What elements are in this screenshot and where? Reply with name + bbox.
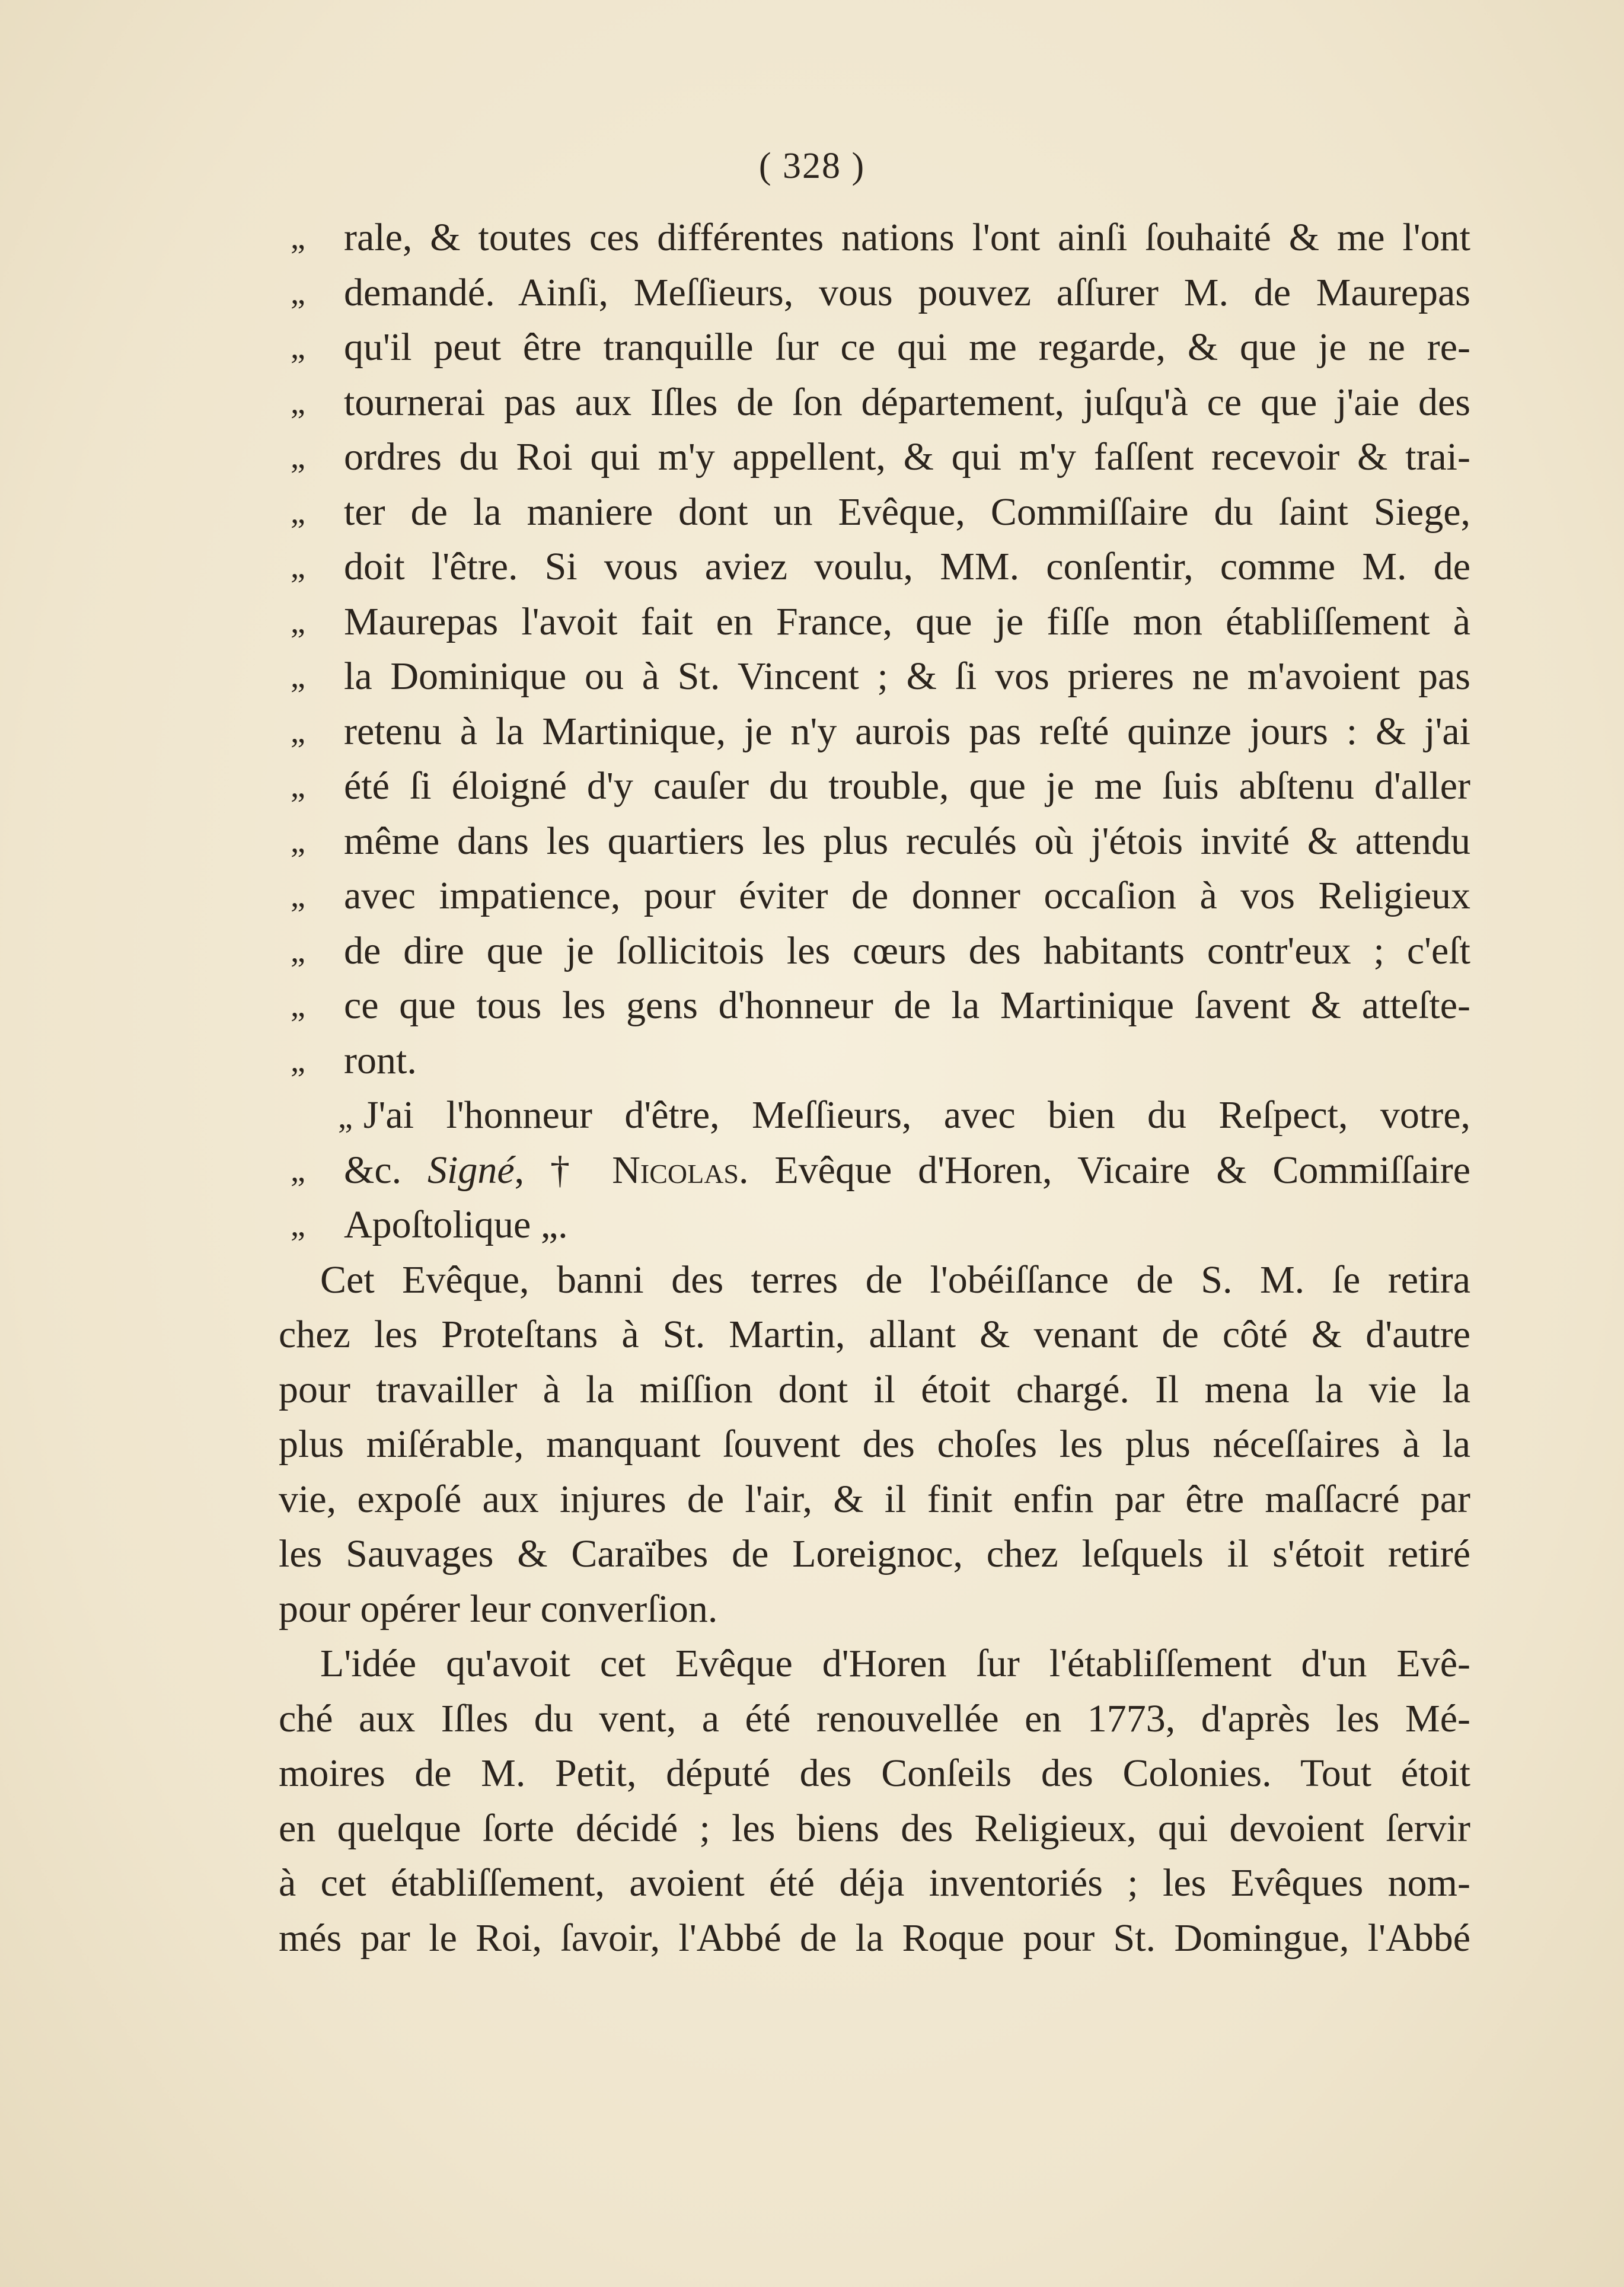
quote-mark: „ bbox=[291, 1207, 305, 1243]
text-line bbox=[279, 1637, 1470, 1692]
line-text: demandé. Ainſi, Meſſieurs, vous pouvez aſſurer M. de Maurepas bbox=[344, 270, 1470, 314]
line-text: , † bbox=[514, 1148, 612, 1192]
line-text: pour opérer leur converſion. bbox=[279, 1587, 718, 1631]
line-text: de dire que je ſollicitois les cœurs des habitants contr'eux ; c'eſt bbox=[344, 929, 1470, 972]
text-line bbox=[279, 1856, 1470, 1911]
text-line bbox=[279, 924, 1470, 979]
text-line bbox=[279, 1363, 1470, 1418]
line-text: vie, expoſé aux injures de l'air, & il finit enfin par être maſſacré par bbox=[279, 1477, 1470, 1521]
quote-mark: „ bbox=[291, 1042, 305, 1079]
line-text: moires de M. Petit, député des Conſeils des Colonies. Tout étoit bbox=[279, 1752, 1470, 1795]
text-line bbox=[279, 595, 1470, 650]
text-line bbox=[279, 266, 1470, 321]
text-line bbox=[279, 540, 1470, 595]
quote-mark: „ bbox=[291, 274, 305, 311]
line-text: en quelque ſorte décidé ; les biens des Religieux, qui devoient ſervir bbox=[279, 1806, 1470, 1850]
line-text: &c. bbox=[344, 1148, 427, 1192]
text-line bbox=[279, 1198, 1470, 1253]
text-line bbox=[279, 1472, 1470, 1527]
quote-mark: „ bbox=[291, 878, 305, 914]
line-text: rale, & toutes ces différentes nations l'ont ainſi ſouhaité & me l'ont bbox=[344, 216, 1470, 259]
quote-mark: „ bbox=[291, 329, 305, 366]
text-line bbox=[279, 1801, 1470, 1857]
line-text: Nicolas bbox=[612, 1148, 739, 1192]
line-text: L'idée qu'avoit cet Evêque d'Horen ſur l'établiſſement d'un Evê- bbox=[320, 1642, 1470, 1685]
line-text: Maurepas l'avoit fait en France, que je fiſſe mon établiſſement à bbox=[344, 599, 1470, 643]
text-line bbox=[279, 1034, 1470, 1089]
text-line bbox=[279, 1253, 1470, 1308]
line-text: pour travailler à la miſſion dont il étoit chargé. Il mena la vie la bbox=[279, 1367, 1470, 1411]
text-line bbox=[279, 1746, 1470, 1801]
line-text: tournerai pas aux Iſles de ſon département, juſqu'à ce que j'aie des bbox=[344, 380, 1470, 424]
line-text: més par le Roi, ſavoir, l'Abbé de la Roque pour St. Domingue, l'Abbé bbox=[279, 1916, 1470, 1960]
quote-mark: „ bbox=[338, 1099, 353, 1135]
text-line bbox=[279, 210, 1470, 266]
line-text: chez les Proteſtans à St. Martin, allant & venant de côté & d'autre bbox=[279, 1313, 1470, 1356]
quote-mark: „ bbox=[291, 1152, 305, 1189]
line-text: Signé bbox=[427, 1148, 515, 1192]
text-line bbox=[279, 1088, 1470, 1143]
text-line bbox=[279, 430, 1470, 485]
text-line bbox=[279, 320, 1470, 375]
line-text: ché aux Iſles du vent, a été renouvellée en 1773, d'après les Mé- bbox=[279, 1696, 1470, 1740]
text-line bbox=[279, 1143, 1470, 1198]
text-line bbox=[279, 1692, 1470, 1747]
text-line bbox=[279, 1527, 1470, 1582]
text-line bbox=[279, 704, 1470, 760]
line-text: ordres du Roi qui m'y appellent, & qui m'y faſſent recevoir & trai- bbox=[344, 435, 1470, 479]
line-text: qu'il peut être tranquille ſur ce qui me regarde, & que je ne re- bbox=[344, 326, 1470, 369]
quote-mark: „ bbox=[291, 768, 305, 805]
line-text: Apoſtolique bbox=[344, 1203, 541, 1246]
quote-mark: „ bbox=[291, 219, 305, 256]
line-text: Cet Evêque, banni des terres de l'obéiſſance de S. M. ſe retira bbox=[320, 1258, 1470, 1302]
line-text: J'ai l'honneur d'être, Meſſieurs, avec bien du Reſpect, votre, bbox=[363, 1093, 1470, 1137]
text-line bbox=[279, 1911, 1470, 1966]
line-text: à cet établiſſement, avoient été déja inventoriés ; les Evêques nom- bbox=[279, 1861, 1470, 1905]
text-line bbox=[279, 1307, 1470, 1363]
text-line bbox=[279, 375, 1470, 430]
quote-mark: „ bbox=[291, 713, 305, 750]
line-text: avec impatience, pour éviter de donner occaſion à vos Religieux bbox=[344, 874, 1470, 917]
close-quote-mark: „. bbox=[540, 1203, 568, 1246]
quote-mark: „ bbox=[291, 439, 305, 476]
body-text bbox=[279, 210, 1470, 1966]
text-line bbox=[279, 869, 1470, 924]
line-text: la Dominique ou à St. Vincent ; & ſi vos prieres ne m'avoient pas bbox=[344, 655, 1470, 698]
line-text: même dans les quartiers les plus reculés où j'étois invité & attendu bbox=[344, 819, 1470, 863]
text-line bbox=[279, 485, 1470, 540]
quote-mark: „ bbox=[291, 932, 305, 969]
quote-mark: „ bbox=[291, 658, 305, 695]
quote-mark: „ bbox=[291, 603, 305, 640]
quote-mark: „ bbox=[291, 548, 305, 585]
line-text: retenu à la Martinique, je n'y aurois pas reſté quinze jours : & j'ai bbox=[344, 709, 1470, 753]
text-line bbox=[279, 1582, 1470, 1637]
quote-mark: „ bbox=[291, 987, 305, 1024]
quote-mark: „ bbox=[291, 384, 305, 421]
text-line bbox=[279, 978, 1470, 1034]
page-number: ( 328 ) bbox=[758, 146, 866, 186]
line-text: plus miſérable, manquant ſouvent des choſes les plus néceſſaires à la bbox=[279, 1422, 1470, 1466]
line-text: ront. bbox=[344, 1038, 417, 1082]
text-line bbox=[279, 649, 1470, 704]
line-text: ce que tous les gens d'honneur de la Martinique ſavent & atteſte- bbox=[344, 984, 1470, 1027]
line-text: été ſi éloigné d'y cauſer du trouble, que je me ſuis abſtenu d'aller bbox=[344, 764, 1470, 808]
line-text: les Sauvages & Caraïbes de Loreignoc, chez leſquels il s'étoit retiré bbox=[279, 1532, 1470, 1575]
text-line bbox=[279, 814, 1470, 869]
line-text: ter de la maniere dont un Evêque, Commiſſaire du ſaint Siege, bbox=[344, 490, 1470, 534]
line-text: . Evêque d'Horen, Vicaire & Commiſſaire bbox=[739, 1148, 1471, 1192]
quote-mark: „ bbox=[291, 493, 305, 531]
text-line bbox=[279, 1417, 1470, 1472]
text-line bbox=[279, 759, 1470, 814]
quote-mark: „ bbox=[291, 822, 305, 860]
line-text: doit l'être. Si vous aviez voulu, MM. conſentir, comme M. de bbox=[344, 545, 1470, 588]
